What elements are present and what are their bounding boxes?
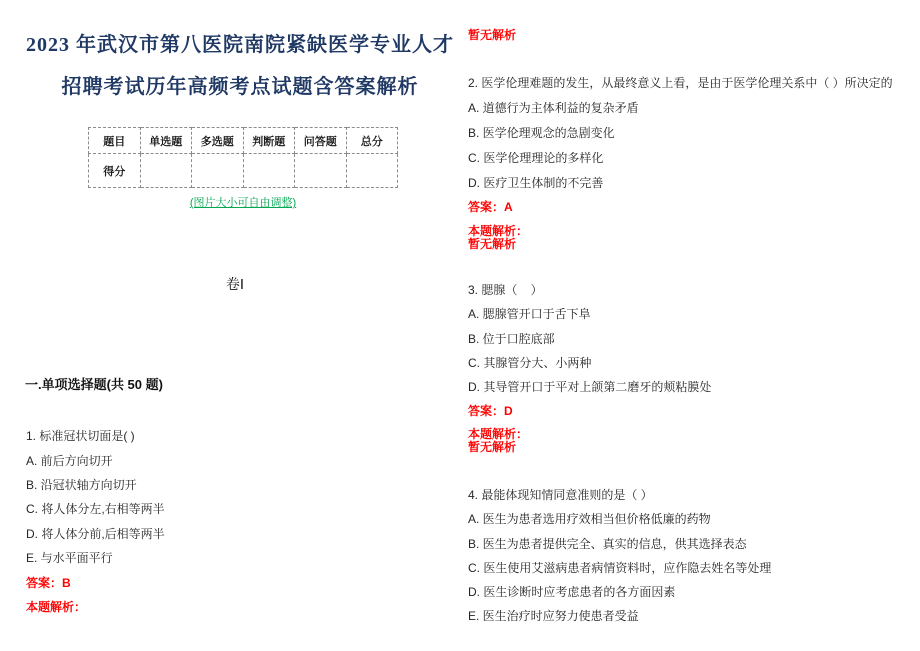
- score-cell-empty: [295, 154, 347, 188]
- score-row-label: 得分: [89, 154, 141, 188]
- question-2-text: 2. 医学伦理难题的发生，从最终意义上看，是由于医学伦理关系中（ ）所决定的: [468, 76, 893, 90]
- question-4-option-a: A. 医生为患者选用疗效相当但价格低廉的药物: [468, 512, 711, 526]
- question-2-option-a: A. 道德行为主体利益的复杂矛盾: [468, 101, 639, 115]
- question-4-option-d: D. 医生诊断时应考虑患者的各方面因素: [468, 585, 676, 599]
- score-cell-empty: [192, 154, 244, 188]
- volume-label: 卷Ⅰ: [225, 278, 245, 293]
- question-4-text: 4. 最能体现知情同意准则的是（ ）: [468, 488, 653, 502]
- question-1-option-e: E. 与水平面平行: [26, 551, 113, 565]
- question-1-text: 1. 标准冠状切面是( ): [26, 429, 135, 443]
- question-1-option-b: B. 沿冠状轴方向切开: [26, 478, 137, 492]
- score-table: [88, 127, 398, 188]
- question-2-analysis-value: 暂无解析: [468, 237, 517, 251]
- section-heading: 一.单项选择题(共 50 题): [25, 377, 163, 392]
- question-4-option-b: B. 医生为患者提供完全、真实的信息，供其选择表态: [468, 537, 747, 551]
- question-1-analysis-label: 本题解析：: [26, 600, 87, 614]
- question-3-option-a: A. 腮腺管开口于舌下阜: [468, 307, 591, 321]
- question-2-option-b: B. 医学伦理观念的急剧变化: [468, 126, 615, 140]
- question-1-option-c: C. 将人体分左,右相等两半: [26, 502, 165, 516]
- question-1-analysis-value: 暂无解析: [468, 28, 517, 42]
- question-3-option-b: B. 位于口腔底部: [468, 332, 555, 346]
- question-3-text: 3. 腮腺（ ）: [468, 283, 543, 297]
- score-table-header-cell: 总分: [346, 128, 398, 154]
- question-1-option-a: A. 前后方向切开: [26, 454, 113, 468]
- question-2-analysis-label: 本题解析：: [468, 224, 529, 238]
- question-4-option-e: E. 医生治疗时应努力使患者受益: [468, 609, 639, 623]
- question-3-option-d: D. 其导管开口于平对上颌第二磨牙的颊粘膜处: [468, 380, 712, 394]
- question-4-option-c: C. 医生使用艾滋病患者病情资料时，应作隐去姓名等处理: [468, 561, 772, 575]
- score-cell-empty: [346, 154, 398, 188]
- score-table-header-cell: 题目: [89, 128, 141, 154]
- score-table-header-cell: 多选题: [192, 128, 244, 154]
- question-1-answer: 答案：B: [26, 576, 71, 590]
- score-table-header-row: [89, 128, 398, 154]
- question-2-option-d: D. 医疗卫生体制的不完善: [468, 176, 604, 190]
- question-3-analysis-value: 暂无解析: [468, 440, 517, 454]
- question-3-option-c: C. 其腺管分大、小两种: [468, 356, 592, 370]
- score-table-score-row: [89, 154, 398, 188]
- score-table-header-cell: 问答题: [295, 128, 347, 154]
- score-cell-empty: [140, 154, 192, 188]
- score-table-header-cell: 判断题: [243, 128, 295, 154]
- score-cell-empty: [243, 154, 295, 188]
- question-3-answer: 答案：D: [468, 404, 513, 418]
- resize-hint-container: [88, 194, 398, 210]
- question-1-option-d: D. 将人体分前,后相等两半: [26, 527, 165, 541]
- question-2-option-c: C. 医学伦理理论的多样化: [468, 151, 604, 165]
- page-title-line2: 招聘考试历年高频考点试题含答案解析: [61, 76, 419, 98]
- score-table-header-cell: 单选题: [140, 128, 192, 154]
- page-title: [15, 24, 465, 108]
- question-3-analysis-label: 本题解析：: [468, 427, 529, 441]
- page-title-line1: 2023 年武汉市第八医院南院紧缺医学专业人才: [26, 34, 454, 56]
- resize-hint-link[interactable]: (图片大小可自由调整): [189, 197, 297, 209]
- question-2-answer: 答案：A: [468, 200, 513, 214]
